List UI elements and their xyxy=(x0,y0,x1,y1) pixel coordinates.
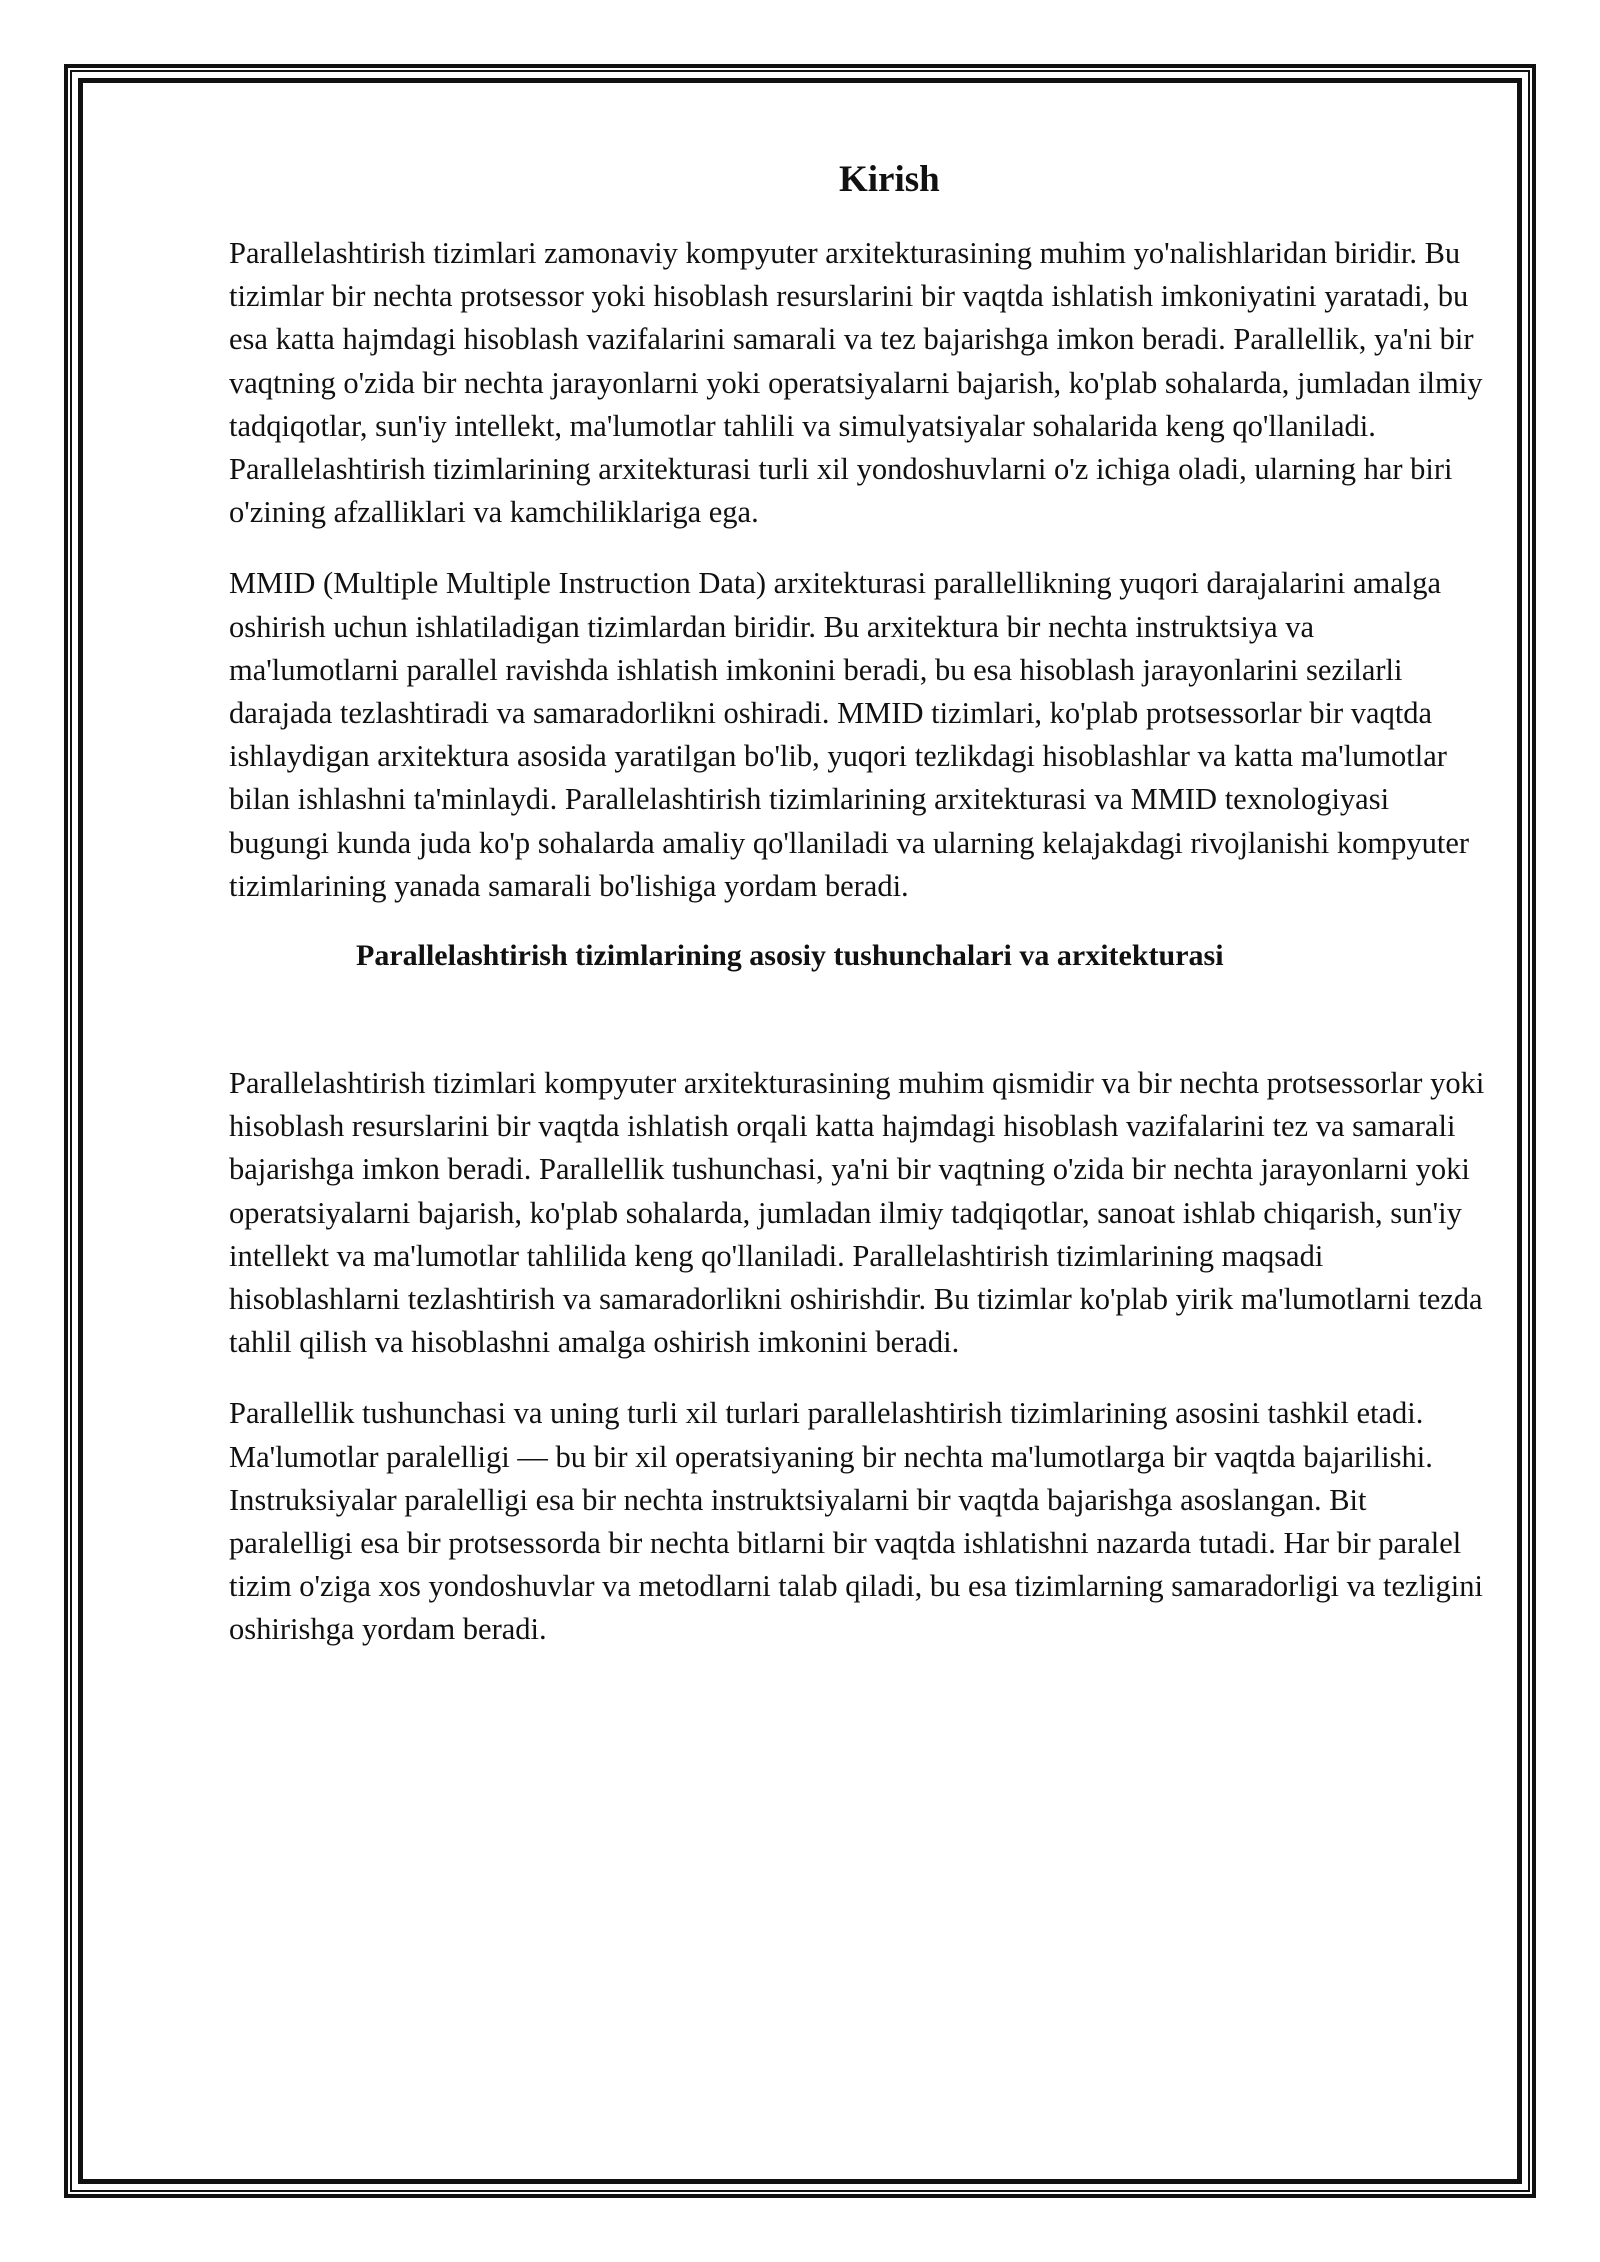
intro-paragraph-2: MMID (Multiple Multiple Instruction Data) arxitekturasi parallellikning yuqori darajalarini amalga oshirish uchun ishlatiladigan tizimlardan biridir. Bu arxitektura bir nechta instruktsiya va ma'lumotlarni parallel ravishda ishlatish imkonini beradi, bu esa hisoblash jarayonlarini sezilarli darajada tezlashtiradi va samaradorlikni oshiradi. MMID tizimlari, ko'plab protsessorlar bir vaqtda ishlaydigan arxitektura asosida yaratilgan bo'lib, yuqori tezlikdagi hisoblashlar va katta ma'lumotlar bilan ishlashni ta'minlaydi. Parallelashtirish tizimlarining arxitekturasi va MMID texnologiyasi bugungi kunda juda ko'p sohalarda amaliy qo'llaniladi va ularning kelajakdagi rivojlanishi kompyuter tizimlarining yanada samarali bo'lishiga yordam beradi. xyxy=(229,566,1470,903)
document-body xyxy=(229,150,1491,1680)
section-paragraph-2: Parallellik tushunchasi va uning turli xil turlari parallelashtirish tizimlarining asosini tashkil etadi. Ma'lumotlar paralelligi — bu bir xil operatsiyaning bir nechta ma'lumotlarga bir vaqtda bajarilishi. Instruksiyalar paralelligi esa bir nechta instruktsiyalarni bir vaqtda bajarishga asoslangan. Bit paralelligi esa bir protsessorda bir nechta bitlarni bir vaqtda ishlatishni nazarda tutadi. Har bir paralel tizim o'ziga xos yondoshuvlar va metodlarni talab qiladi, bu esa tizimlarning samaradorligi va tezligini oshirishga yordam beradi. xyxy=(229,1396,1483,1647)
page-title: Kirish xyxy=(839,159,940,200)
section-paragraph-1: Parallelashtirish tizimlari kompyuter arxitekturasining muhim qismidir va bir nechta protsessorlar yoki hisoblash resurslarini bir vaqtda ishlatish orqali katta hajmdagi hisoblash vazifalarini tez va samarali bajarishga imkon beradi. Parallellik tushunchasi, ya'ni bir vaqtning o'zida bir nechta jarayonlarni yoki operatsiyalarni bajarish, ko'plab sohalarda, jumladan ilmiy tadqiqotlar, sanoat ishlab chiqarish, sun'iy intellekt va ma'lumotlar tahlilida keng qo'llaniladi. Parallelashtirish tizimlarining maqsadi hisoblashlarni tezlashtirish va samaradorlikni oshirishdir. Bu tizimlar ko'plab yirik ma'lumotlarni tezda tahlil qilish va hisoblashni amalga oshirish imkonini beradi. xyxy=(229,1066,1485,1360)
intro-paragraph-1: Parallelashtirish tizimlari zamonaviy kompyuter arxitekturasining muhim yo'nalishlaridan biridir. Bu tizimlar bir nechta protsessor yoki hisoblash resurslarini bir vaqtda ishlatish imkoniyatini yaratadi, bu esa katta hajmdagi hisoblash vazifalarini samarali va tez bajarishga imkon beradi. Parallellik, ya'ni bir vaqtning o'zida bir nechta jarayonlarni yoki operatsiyalarni bajarish, ko'plab sohalarda, jumladan ilmiy tadqiqotlar, sun'iy intellekt, ma'lumotlar tahlili va simulyatsiyalar sohalarida keng qo'llaniladi. Parallelashtirish tizimlarining arxitekturasi turli xil yondoshuvlarni o'z ichiga oladi, ularning har biri o'zining afzalliklari va kamchiliklariga ega. xyxy=(229,236,1483,530)
section-heading: Parallelashtirish tizimlarining asosiy tushunchalari va arxitekturasi xyxy=(356,939,1224,973)
